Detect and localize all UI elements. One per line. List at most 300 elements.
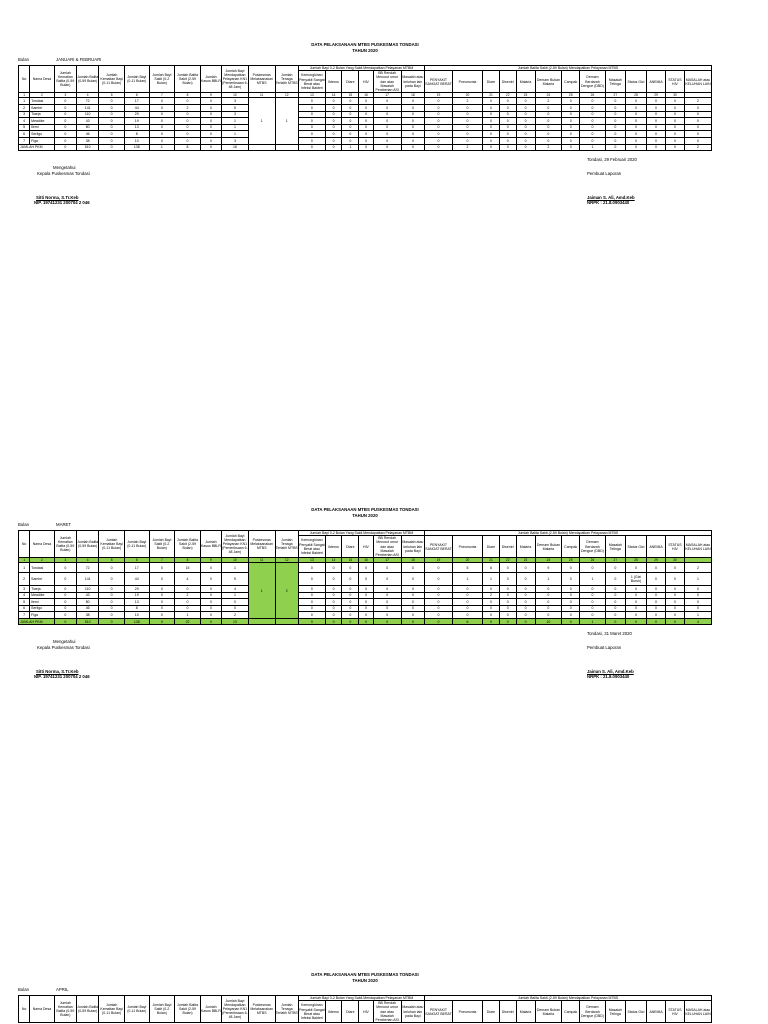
- signature-block: [18, 631, 712, 680]
- data-cell: 0: [200, 105, 221, 112]
- data-cell: 29: [124, 111, 149, 118]
- data-cell: 0: [483, 612, 500, 619]
- row-no: 7: [19, 612, 30, 619]
- data-cell: 6: [483, 563, 500, 573]
- village-name: Figa: [30, 612, 55, 619]
- total-cell: 0: [499, 618, 516, 625]
- data-cell: 0: [647, 585, 666, 592]
- column-number: 1: [19, 558, 30, 563]
- data-cell: 0: [359, 563, 374, 573]
- data-cell: 0: [99, 124, 125, 131]
- header-c11: Kemungkinan Penyakit Sangat Berat atau Infeksi Bakteri: [298, 71, 325, 93]
- data-cell: 0: [647, 572, 666, 585]
- data-cell: 0: [516, 137, 535, 144]
- data-cell: 0: [516, 605, 535, 612]
- data-cell: 1: [222, 592, 249, 599]
- data-cell: 0: [99, 563, 125, 573]
- header-c12: Ikterus: [325, 536, 342, 558]
- data-cell: 0: [342, 563, 359, 573]
- column-number: 11: [248, 93, 275, 98]
- total-cell: 138: [124, 618, 149, 625]
- header-c1: Jumlah Kematian Balita (0-59 Bulan): [54, 531, 76, 558]
- data-cell: 0: [452, 585, 482, 592]
- data-cell: 0: [175, 98, 201, 105]
- head-title: Kepala Puskesmas Tondasi: [37, 645, 90, 651]
- data-cell: 72: [77, 563, 99, 573]
- data-cell: 0: [342, 572, 359, 585]
- total-cell: 0: [401, 618, 424, 625]
- data-cell: 19: [124, 592, 149, 599]
- data-cell: 0: [562, 605, 580, 612]
- sheet-maret: [18, 507, 712, 680]
- month-row: [18, 57, 712, 65]
- data-cell: 0: [516, 118, 535, 125]
- data-cell: 0: [99, 111, 125, 118]
- column-number: 4: [77, 93, 99, 98]
- data-cell: 0: [175, 599, 201, 606]
- village-name: Ilemi: [30, 599, 55, 606]
- data-cell: 0: [200, 111, 221, 118]
- data-cell: 0: [605, 137, 625, 144]
- header-c2: Jumlah Balita (0-59 Bulan): [77, 531, 99, 558]
- village-name: Tondasi: [30, 563, 55, 573]
- column-number: 9: [200, 558, 221, 563]
- header-c22: Demam Bukan Malaria: [535, 71, 562, 93]
- data-cell: 110: [77, 111, 99, 118]
- data-cell: 0: [499, 137, 516, 144]
- data-cell: 0: [516, 98, 535, 105]
- data-cell: 0: [625, 111, 646, 118]
- data-cell: 0: [605, 585, 625, 592]
- total-cell: 10: [535, 618, 562, 625]
- data-cell: 0: [666, 612, 685, 619]
- trained-staff-cell: 2: [275, 563, 298, 618]
- data-cell: 0: [562, 572, 580, 585]
- data-cell: 0: [149, 605, 175, 612]
- total-cell: 0: [425, 144, 453, 151]
- header-c15: BB Rendah Menurut umur dan atau Masalah Pemberian ASI: [373, 1001, 401, 1023]
- total-cell: 0: [647, 618, 666, 625]
- header-c3: Jumlah Kematian Bayi (0-11 Bulan): [99, 996, 125, 1023]
- data-cell: 0: [200, 131, 221, 138]
- header-c28: STATUS HIV: [666, 71, 685, 93]
- table-row: [19, 585, 712, 592]
- header-c10: Jumlah Tenaga Terlatih MTBS: [275, 996, 298, 1023]
- data-cell: 141: [77, 105, 99, 112]
- data-cell: 0: [325, 612, 342, 619]
- data-cell: 0: [684, 105, 711, 112]
- total-cell: 2: [684, 144, 711, 151]
- header-c16: Masalah atau keluhan lain pada Bayi: [401, 71, 424, 93]
- total-cell: 8: [175, 144, 201, 151]
- data-cell: 0: [342, 612, 359, 619]
- header-c12: Ikterus: [325, 1001, 342, 1023]
- group-header-bayi: Jumlah Bayi 0-2 Bulan Yang Sakit Mendapatkan Pelayanan MTBM: [298, 531, 424, 536]
- column-number: 7: [149, 93, 175, 98]
- header-c1: Jumlah Kematian Balita (0-59 Bulan): [54, 996, 76, 1023]
- data-cell: 0: [359, 137, 374, 144]
- data-cell: 10: [124, 612, 149, 619]
- place-date: Tondasi, 29 Februari 2020: [587, 157, 637, 163]
- data-cell: 0: [200, 599, 221, 606]
- data-cell: 0: [647, 605, 666, 612]
- header-desa: Nama Desa: [30, 66, 55, 93]
- data-cell: 1: [580, 572, 606, 585]
- total-cell: 0: [342, 618, 359, 625]
- village-name: Meadike: [30, 118, 55, 125]
- data-cell: 0: [535, 592, 562, 599]
- village-name: Tiaeja: [30, 111, 55, 118]
- data-cell: 0: [562, 111, 580, 118]
- data-cell: 0: [625, 585, 646, 592]
- data-cell: 0: [373, 131, 401, 138]
- header-c2: Jumlah Balita (0-59 Bulan): [77, 66, 99, 93]
- data-cell: 0: [298, 111, 325, 118]
- data-cell: 0: [325, 111, 342, 118]
- data-cell: 0: [200, 98, 221, 105]
- header-c4: Jumlah Bayi (0-11 Bulan): [124, 996, 149, 1023]
- data-cell: 0: [666, 585, 685, 592]
- header-c26: Status Gizi: [625, 1001, 646, 1023]
- column-number: 30: [666, 93, 685, 98]
- data-cell: 0: [580, 105, 606, 112]
- data-cell: 0: [359, 599, 374, 606]
- data-cell: 0: [401, 585, 424, 592]
- column-number: 28: [625, 558, 646, 563]
- data-cell: 0: [535, 124, 562, 131]
- total-cell: 0: [54, 144, 76, 151]
- data-cell: 0: [666, 105, 685, 112]
- data-cell: 0: [99, 605, 125, 612]
- data-cell: 0: [342, 592, 359, 599]
- total-cell: 0: [499, 144, 516, 151]
- data-cell: 1 (Gizi Buruk): [625, 572, 646, 585]
- data-cell: 13: [124, 599, 149, 606]
- data-cell: 0: [535, 585, 562, 592]
- data-cell: 0: [149, 131, 175, 138]
- table-row: [19, 111, 712, 118]
- data-cell: 0: [483, 605, 500, 612]
- data-cell: 8: [124, 605, 149, 612]
- data-cell: 0: [401, 137, 424, 144]
- total-cell: 0: [149, 618, 175, 625]
- data-cell: 0: [562, 612, 580, 619]
- data-cell: 4: [222, 585, 249, 592]
- data-cell: 0: [325, 605, 342, 612]
- total-cell: 0: [605, 618, 625, 625]
- month-value: APRIL: [56, 987, 69, 992]
- group-header-balita: Jumlah Balita Sakit (2-59 Bulan) Mendapatkan Pelayanan MTBS: [425, 996, 712, 1001]
- data-cell: 0: [425, 131, 453, 138]
- header-c28: STATUS HIV: [666, 1001, 685, 1023]
- data-cell: 0: [535, 599, 562, 606]
- total-label: JUMLAH PKM: [19, 144, 55, 151]
- header-no: No: [19, 66, 30, 93]
- column-number: 17: [373, 558, 401, 563]
- trained-staff-cell: 1: [275, 98, 298, 144]
- sheet-jan-feb: [18, 42, 712, 206]
- column-number: 29: [647, 93, 666, 98]
- data-cell: 0: [483, 131, 500, 138]
- data-cell: 0: [684, 137, 711, 144]
- total-cell: 16: [222, 144, 249, 151]
- data-cell: 0: [684, 118, 711, 125]
- data-cell: 0: [499, 105, 516, 112]
- header-c5: Jumlah Bayi Sakit (0-2 Bulan): [149, 531, 175, 558]
- total-cell: 0: [666, 618, 685, 625]
- header-c16: Masalah atau keluhan lain pada Bayi: [401, 536, 424, 558]
- data-cell: 0: [499, 118, 516, 125]
- data-cell: 0: [499, 98, 516, 105]
- data-cell: 0: [625, 612, 646, 619]
- data-cell: 0: [647, 131, 666, 138]
- data-cell: 0: [99, 599, 125, 606]
- data-cell: 0: [580, 585, 606, 592]
- data-cell: 0: [149, 98, 175, 105]
- data-cell: 0: [605, 98, 625, 105]
- data-cell: 0: [580, 118, 606, 125]
- data-cell: 0: [605, 572, 625, 585]
- data-cell: 0: [373, 118, 401, 125]
- data-cell: 0: [516, 111, 535, 118]
- data-cell: 0: [298, 124, 325, 131]
- total-cell: 0: [359, 144, 374, 151]
- data-cell: 0: [200, 592, 221, 599]
- column-number: 6: [124, 558, 149, 563]
- header-c17: PENYAKIT SANGAT BERAT: [425, 71, 453, 93]
- puskesmas-mtbs-cell: 1: [248, 98, 275, 144]
- data-cell: 0: [666, 111, 685, 118]
- data-cell: 0: [342, 137, 359, 144]
- total-cell: 0: [625, 144, 646, 151]
- data-cell: 0: [342, 111, 359, 118]
- header-c26: Status Gizi: [625, 536, 646, 558]
- data-cell: 0: [483, 585, 500, 592]
- data-cell: 0: [535, 137, 562, 144]
- data-cell: 0: [666, 124, 685, 131]
- data-cell: 0: [580, 131, 606, 138]
- data-cell: 0: [200, 118, 221, 125]
- column-number: 13: [298, 93, 325, 98]
- column-number: 8: [175, 558, 201, 563]
- data-cell: 0: [452, 131, 482, 138]
- table-row: [19, 124, 712, 131]
- header-c27: ANEMIA: [647, 536, 666, 558]
- total-cell: 4: [684, 618, 711, 625]
- column-number: 3: [54, 93, 76, 98]
- row-no: 2: [19, 572, 30, 585]
- data-cell: 0: [562, 98, 580, 105]
- sheet-april: [18, 972, 712, 1023]
- row-no: 5: [19, 124, 30, 131]
- data-cell: 0: [605, 131, 625, 138]
- data-cell: 0: [298, 612, 325, 619]
- column-number: 13: [298, 558, 325, 563]
- data-cell: 5: [222, 105, 249, 112]
- header-c23: Campak: [562, 71, 580, 93]
- column-number: 1: [19, 93, 30, 98]
- data-cell: 0: [149, 585, 175, 592]
- row-no: 6: [19, 605, 30, 612]
- header-c19: Diare: [483, 71, 500, 93]
- data-cell: 0: [499, 605, 516, 612]
- reporter-nrpk: NRPK : 21.8.0903440: [587, 674, 630, 680]
- column-number: 15: [342, 558, 359, 563]
- data-cell: 0: [605, 599, 625, 606]
- data-cell: 0: [684, 131, 711, 138]
- header-c25: Masalah Telinga: [605, 536, 625, 558]
- row-no: 7: [19, 137, 30, 144]
- data-cell: 0: [298, 572, 325, 585]
- data-cell: 0: [580, 98, 606, 105]
- column-number: 26: [580, 93, 606, 98]
- table-row: [19, 118, 712, 125]
- data-cell: 2: [535, 98, 562, 105]
- total-cell: 0: [562, 144, 580, 151]
- column-number: 28: [625, 93, 646, 98]
- data-cell: 0: [373, 111, 401, 118]
- data-cell: 0: [298, 563, 325, 573]
- data-cell: 8: [124, 131, 149, 138]
- data-cell: 0: [625, 137, 646, 144]
- header-c6: Jumlah Balita Sakit (2-59 Bulan): [175, 996, 201, 1023]
- data-cell: 0: [401, 124, 424, 131]
- data-cell: 0: [149, 124, 175, 131]
- data-cell: 38: [77, 137, 99, 144]
- data-cell: 0: [625, 131, 646, 138]
- data-cell: 0: [483, 111, 500, 118]
- header-c7: Jumlah Kasus BBLR: [200, 996, 221, 1023]
- data-cell: 0: [562, 131, 580, 138]
- row-no: 4: [19, 592, 30, 599]
- data-cell: 0: [401, 605, 424, 612]
- data-cell: 0: [54, 572, 76, 585]
- data-cell: 0: [359, 605, 374, 612]
- data-cell: 43: [77, 118, 99, 125]
- data-cell: 0: [149, 612, 175, 619]
- data-cell: 2: [483, 592, 500, 599]
- header-c24: Demam Berdarah Dengue (DBD): [580, 1001, 606, 1023]
- column-number: 27: [605, 93, 625, 98]
- group-header-bayi: Jumlah Bayi 0-2 Bulan Yang Sakit Mendapatkan Pelayanan MTBM: [298, 996, 424, 1001]
- data-cell: 0: [325, 599, 342, 606]
- header-c16: Masalah atau keluhan lain pada Bayi: [401, 1001, 424, 1023]
- table-row: [19, 563, 712, 573]
- data-cell: 0: [54, 131, 76, 138]
- table-row: [19, 131, 712, 138]
- row-no: 6: [19, 131, 30, 138]
- header-c12: Ikterus: [325, 71, 342, 93]
- header-c3: Jumlah Kematian Bayi (0-11 Bulan): [99, 66, 125, 93]
- data-cell: 0: [425, 585, 453, 592]
- data-cell: 0: [499, 111, 516, 118]
- header-c24: Demam Berdarah Dengue (DBD): [580, 536, 606, 558]
- data-cell: 0: [499, 612, 516, 619]
- data-cell: 17: [124, 98, 149, 105]
- data-cell: 0: [200, 137, 221, 144]
- header-c27: ANEMIA: [647, 71, 666, 93]
- data-cell: 0: [149, 572, 175, 585]
- data-cell: 0: [605, 111, 625, 118]
- data-cell: 0: [342, 599, 359, 606]
- header-c8: Jumlah Bayi Mendapatkan Pelayanan KN1 (Pemeriksaan 6-48 Jam): [222, 66, 249, 93]
- data-cell: 0: [647, 599, 666, 606]
- data-cell: 0: [516, 563, 535, 573]
- header-c3: Jumlah Kematian Bayi (0-11 Bulan): [99, 531, 125, 558]
- data-cell: 0: [647, 111, 666, 118]
- data-cell: 0: [175, 585, 201, 592]
- data-cell: 0: [99, 572, 125, 585]
- data-cell: 0: [342, 124, 359, 131]
- data-cell: 0: [516, 592, 535, 599]
- data-cell: 0: [605, 124, 625, 131]
- data-cell: 0: [99, 612, 125, 619]
- data-cell: 0: [149, 599, 175, 606]
- table-row: [19, 137, 712, 144]
- header-c6: Jumlah Balita Sakit (2-59 Bulan): [175, 66, 201, 93]
- header-desa: Nama Desa: [30, 531, 55, 558]
- total-cell: 0: [516, 144, 535, 151]
- data-cell: 0: [535, 131, 562, 138]
- data-cell: 0: [605, 612, 625, 619]
- data-cell: 0: [359, 572, 374, 585]
- group-header-balita: Jumlah Balita Sakit (2-59 Bulan) Mendapatkan Pelayanan MTBS: [425, 531, 712, 536]
- data-cell: 0: [325, 563, 342, 573]
- total-cell: 510: [77, 144, 99, 151]
- data-cell: 2: [452, 98, 482, 105]
- data-cell: 0: [54, 592, 76, 599]
- header-c5: Jumlah Bayi Sakit (0-2 Bulan): [149, 996, 175, 1023]
- header-c14: HIV: [359, 536, 374, 558]
- total-cell: 0: [200, 618, 221, 625]
- data-cell: 0: [359, 585, 374, 592]
- data-cell: 0: [425, 111, 453, 118]
- column-number: 4: [77, 558, 99, 563]
- data-cell: 0: [425, 98, 453, 105]
- column-number: 20: [452, 93, 482, 98]
- column-number: 7: [149, 558, 175, 563]
- total-cell: 0: [401, 144, 424, 151]
- report-year: TAHUN 2020: [352, 512, 378, 518]
- data-cell: 0: [684, 605, 711, 612]
- data-cell: 1: [222, 118, 249, 125]
- header-c24: Demam Berdarah Dengue (DBD): [580, 71, 606, 93]
- header-c13: Diare: [342, 71, 359, 93]
- column-number: 25: [562, 558, 580, 563]
- total-cell: 6: [452, 618, 482, 625]
- data-cell: 46: [77, 605, 99, 612]
- data-cell: 0: [562, 137, 580, 144]
- total-cell: 1: [342, 144, 359, 151]
- total-cell: 0: [625, 618, 646, 625]
- data-cell: 0: [452, 592, 482, 599]
- data-cell: 0: [222, 599, 249, 606]
- data-cell: 0: [499, 563, 516, 573]
- total-cell: 1: [580, 144, 606, 151]
- data-cell: 0: [666, 131, 685, 138]
- column-number: 5: [99, 93, 125, 98]
- month-label: Bulan: [18, 57, 29, 62]
- header-c15: BB Rendah Menurut umur dan atau Masalah Pemberian ASI: [373, 71, 401, 93]
- header-c1: Jumlah Kematian Balita (0-59 Bulan): [54, 66, 76, 93]
- group-header-bayi: Jumlah Bayi 0-2 Bulan Yang Sakit Mendapatkan Pelayanan MTBM: [298, 66, 424, 71]
- data-cell: 0: [401, 105, 424, 112]
- column-number: 22: [499, 93, 516, 98]
- data-cell: 72: [77, 98, 99, 105]
- column-number: 8: [175, 93, 201, 98]
- column-number: 18: [401, 558, 424, 563]
- data-cell: 0: [359, 111, 374, 118]
